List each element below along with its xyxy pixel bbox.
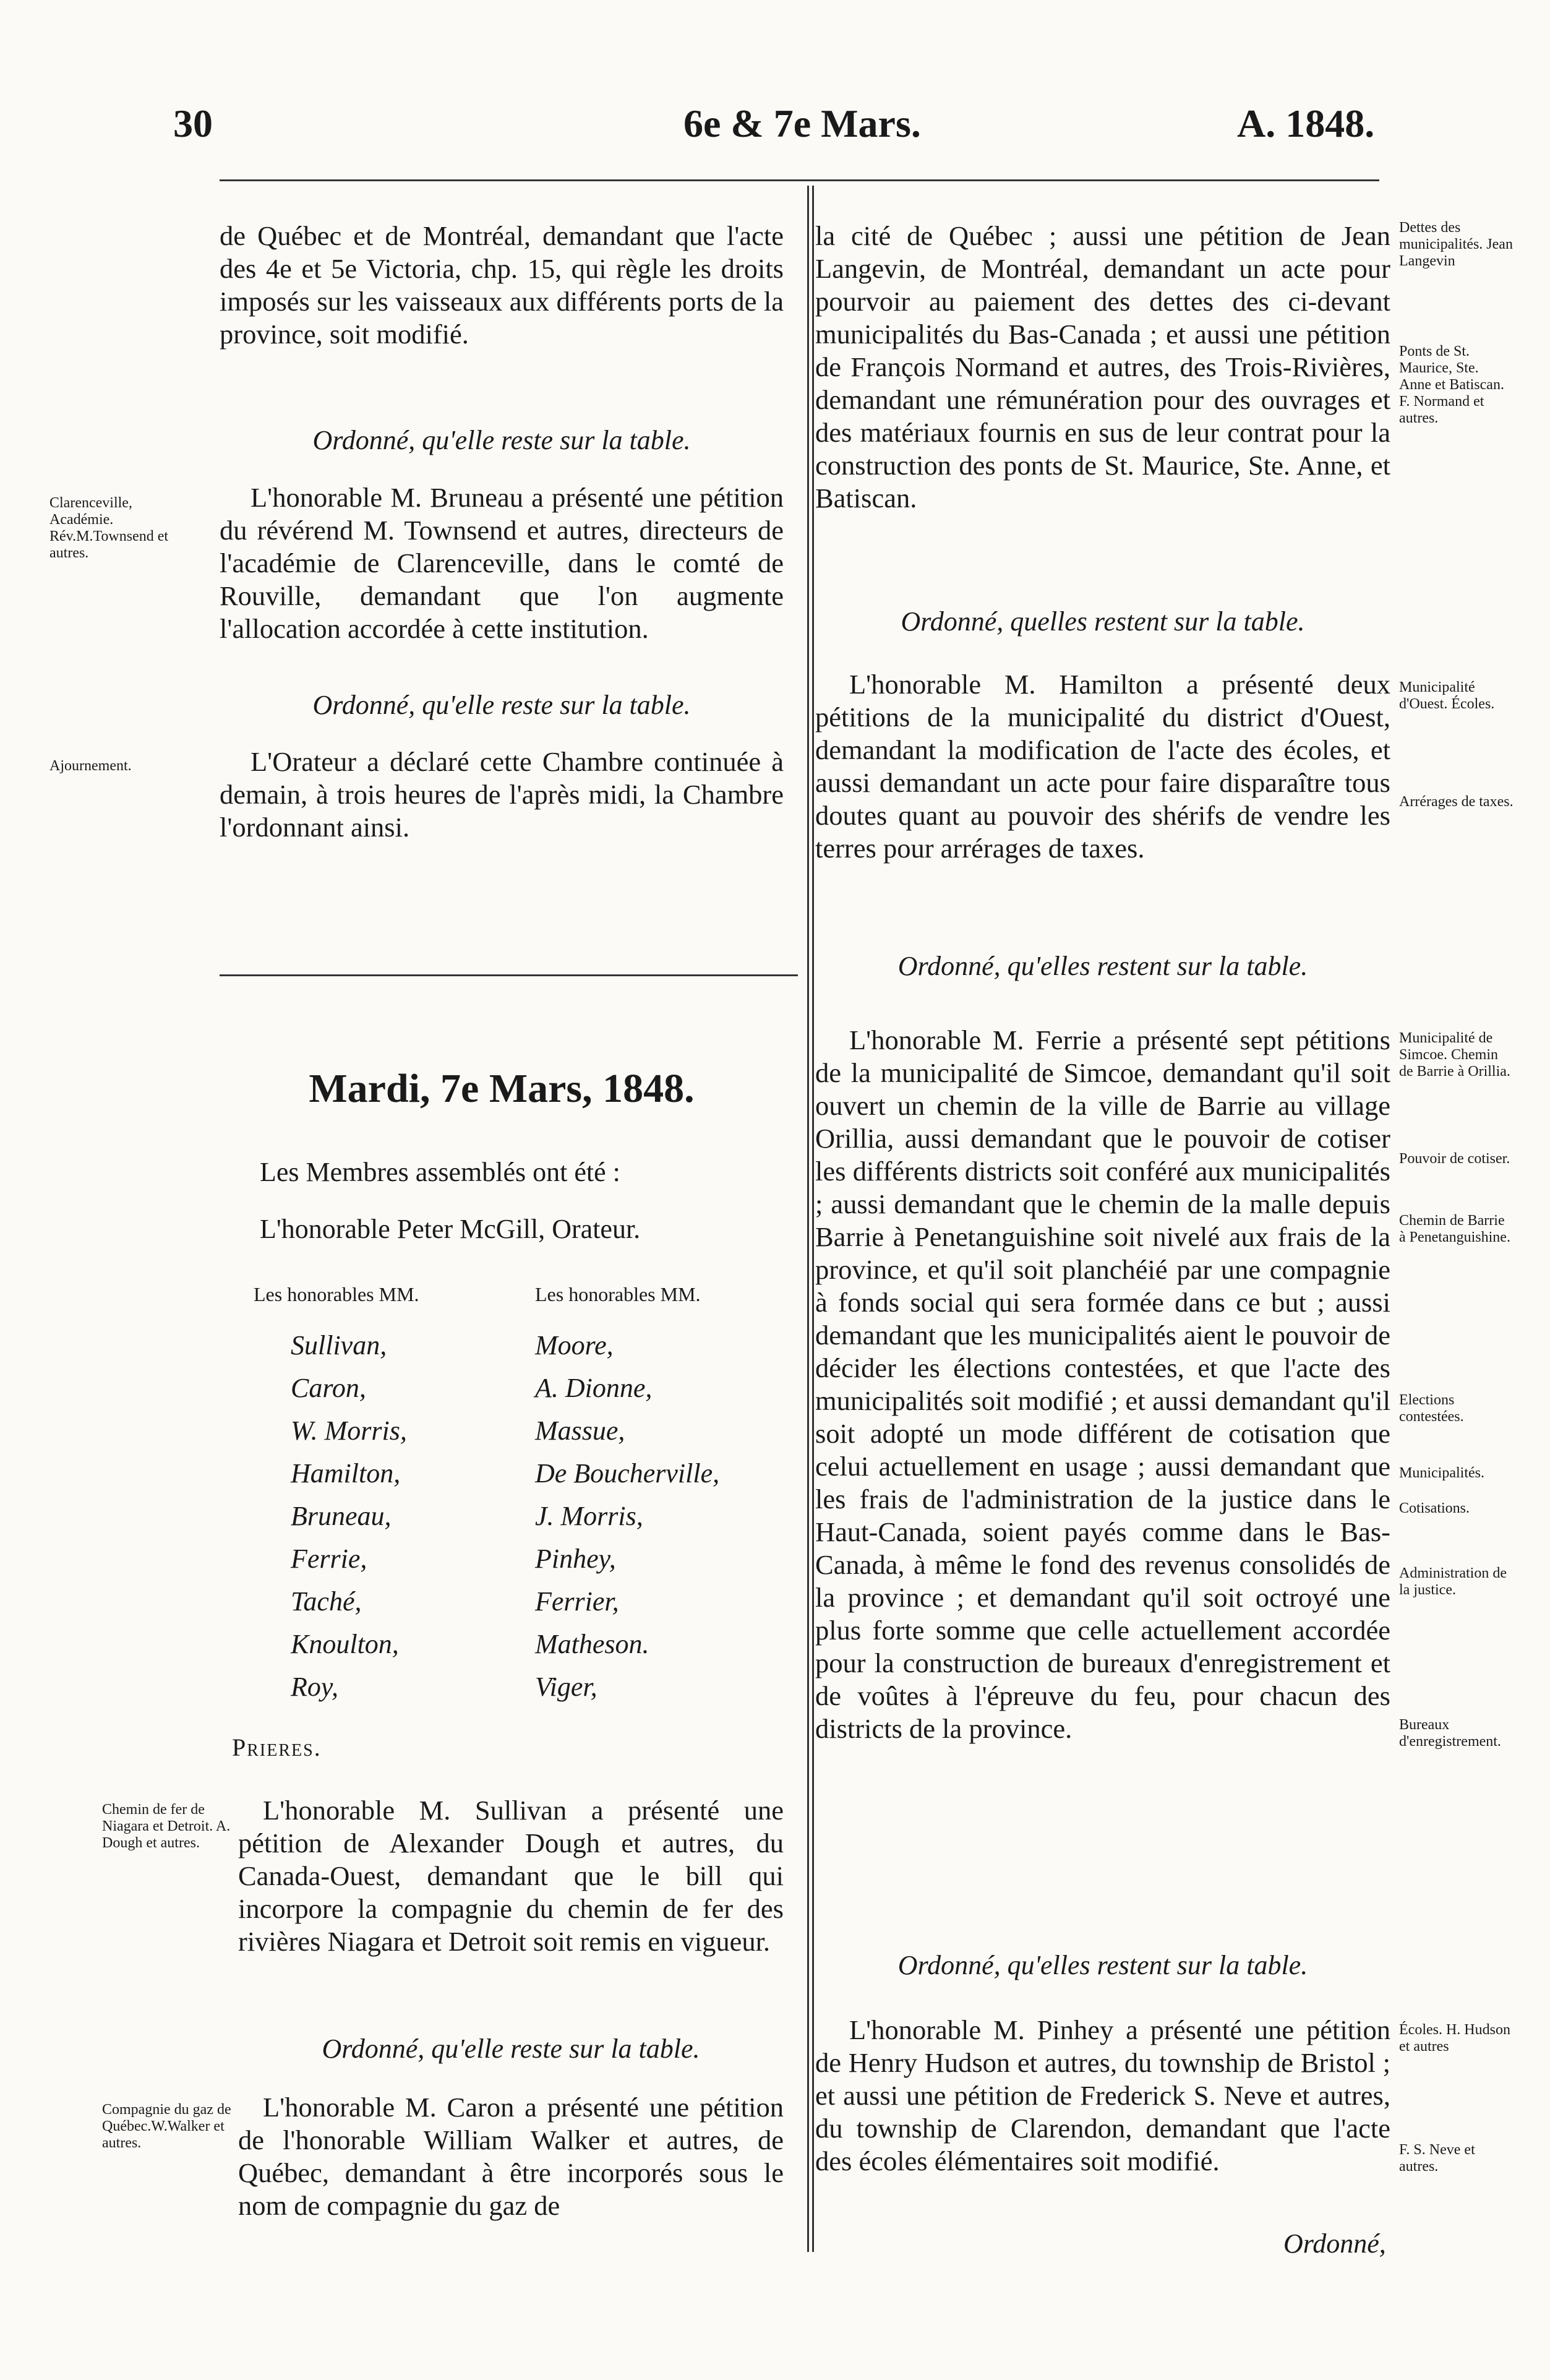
column-divider	[807, 186, 809, 2252]
running-year: A. 1848.	[1237, 101, 1375, 145]
paragraph-caron: L'honorable M. Caron a présenté une pétition de l'honorable William Walker et autres, de Québec, demandant à être incorporés sous le nom de compagnie du gaz de	[238, 2092, 784, 2221]
margin-note-elections: Elections contestées.	[1399, 1392, 1464, 1425]
running-date: 6e & 7e Mars.	[683, 101, 921, 145]
page-number: 30	[173, 101, 213, 145]
margin-note-pouvoir: Pouvoir de cotiser.	[1399, 1151, 1510, 1167]
paragraph-ajournement: L'Orateur a déclaré cette Chambre continuée à demain, à trois heures de l'après midi, la Chambre l'ordonnant ainsi.	[220, 746, 784, 843]
members-col1-head: Les honorables MM.	[254, 1283, 419, 1305]
member-name: Sullivan,	[291, 1330, 387, 1360]
member-name: Knoulton,	[291, 1629, 399, 1659]
member-name: Matheson.	[535, 1629, 649, 1659]
member-name: Ferrie,	[291, 1544, 367, 1574]
members-col2-head: Les honorables MM.	[535, 1283, 701, 1305]
margin-note-chemin-fer: Chemin de fer de Niagara et Detroit. A. Dough et autres.	[102, 1802, 231, 1851]
assembled-line: Les Membres assemblés ont été :	[260, 1157, 620, 1187]
paragraph-pinhey: L'honorable M. Pinhey a présenté une pétition de Henry Hudson et autres, du township de Bristol ; et aussi une pétition de Frederick S. Neve et autres, du township de Clarendon, demandant que l'acte des écoles élémentaires soit modifié.	[815, 2014, 1390, 2176]
margin-note-dettes: Dettes des municipalités. Jean Langevin	[1399, 220, 1513, 269]
member-name: Massue,	[535, 1416, 625, 1446]
margin-note-ajournement: Ajournement.	[49, 758, 132, 774]
ordonne-2: Ordonné, qu'elle reste sur la table.	[312, 690, 691, 720]
paragraph-bruneau: L'honorable M. Bruneau a présenté une pétition du révérend M. Townsend et autres, directeurs de l'académie de Clarenceville, dans le comté de Rouville, demandant que l'on augmente l'allocation accordée à cette institution.	[220, 482, 784, 644]
catchword: Ordonné,	[1283, 2228, 1386, 2259]
margin-note-ecoles-hudson: Écoles. H. Hudson et autres	[1399, 2022, 1510, 2055]
member-name: Bruneau,	[291, 1501, 392, 1531]
paragraph-continuation: de Québec et de Montréal, demandant que l'acte des 4e et 5e Victoria, chp. 15, qui règle les droits imposés sur les vaisseaux aux différents ports de la province, soit modifié.	[220, 220, 784, 350]
paragraph-hamilton: L'honorable M. Hamilton a présenté deux pétitions de la municipalité du district d'Ouest, demandant la modification de l'acte des écoles, et aussi demandant un acte pour faire disparaître tous doutes quant au pouvoir des shérifs de vendre les terres pour arrérages de taxes.	[815, 669, 1390, 864]
column-divider-2	[812, 186, 814, 2252]
margin-note-simcoe: Municipalité de Simcoe. Chemin de Barrie à Orillia.	[1399, 1030, 1510, 1080]
paragraph-sullivan: L'honorable M. Sullivan a présenté une pétition de Alexander Dough et autres, du Canada-Ouest, demandant que le bill qui incorpore la compagnie du chemin de fer des rivières Niagara et Detroit soit remis en vigueur.	[238, 1795, 784, 1957]
members-list-2	[535, 1324, 719, 1708]
margin-note-gaz: Compagnie du gaz de Québec.W.Walker et autres.	[102, 2102, 231, 2151]
speaker-line: L'honorable Peter McGill, Orateur.	[260, 1214, 641, 1244]
member-name: Caron,	[291, 1373, 366, 1403]
paragraph-quebec: la cité de Québec ; aussi une pétition de Jean Langevin, de Montréal, demandant un acte pour pourvoir au paiement des dettes des ci-devant municipalités du Bas-Canada ; et aussi une pétition de François Normand et autres, des Trois-Rivières, demandant une rémunération pour des ouvrages et des matériaux fournis en sus de leur contrat pour la construction des ponts de St. Maurice, Ste. Anne, et Batiscan.	[815, 220, 1390, 513]
margin-note-ponts: Ponts de St. Maurice, Ste. Anne et Batiscan. F. Normand et autres.	[1399, 343, 1504, 426]
section-title: Mardi, 7e Mars, 1848.	[309, 1066, 695, 1111]
section-rule	[220, 974, 798, 976]
ordonne-3: Ordonné, qu'elle reste sur la table.	[322, 2034, 700, 2064]
prieres-heading: Prieres.	[232, 1733, 322, 1761]
margin-note-arrerages: Arrérages de taxes.	[1399, 794, 1514, 810]
members-list-1	[291, 1324, 407, 1708]
ordonne-4: Ordonné, quelles restent sur la table.	[901, 606, 1305, 637]
member-name: Pinhey,	[535, 1544, 616, 1574]
ordonne-6: Ordonné, qu'elles restent sur la table.	[897, 1950, 1308, 1980]
member-name: A. Dionne,	[535, 1373, 653, 1403]
member-name: De Boucherville,	[535, 1458, 720, 1489]
margin-note-chemin-barrie: Chemin de Barrie à Penetanguishine.	[1399, 1213, 1510, 1245]
member-name: Viger,	[535, 1672, 597, 1702]
margin-note-municipalite-ouest: Municipalité d'Ouest. Écoles.	[1399, 679, 1495, 712]
margin-note-bureaux: Bureaux d'enregistrement.	[1399, 1717, 1501, 1750]
margin-note-municipalites: Municipalités.	[1399, 1465, 1484, 1481]
margin-note-administration: Administration de la justice.	[1399, 1565, 1507, 1598]
margin-note-cotisations: Cotisations.	[1399, 1500, 1470, 1516]
margin-note-clarenceville: Clarenceville, Académie. Rév.M.Townsend et autres.	[49, 495, 169, 561]
paragraph-ferrie: L'honorable M. Ferrie a présenté sept pétitions de la municipalité de Simcoe, demandant qu'il soit ouvert un chemin de la ville de Barrie au village Orillia, aussi demandant que le pouvoir de cotiser les différents districts soit conféré aux municipalités ; aussi demandant que le chemin de la malle depuis Barrie à Penetanguishine soit nivelé aux frais de la province, et qu'il soit planchéié par une compagnie à fonds social qui sera formée dans ce but ; aussi demandant que les municipalités aient le pouvoir de décider les élections contestées, et que l'acte des municipalités soit modifié ; et aussi demandant qu'il soit adopté un mode différent de cotisation que celui actuellement en usage ; aussi demandant que les frais de l'administration de la justice dans le Haut-Canada, soient payés comme dans le Bas-Canada, à même le fond des revenus consolidés de la province ; et demandant qu'il soit octroyé une plus forte somme que celle actuellement accordée pour la construction de bureaux d'enregistrement et de voûtes à l'épreuve du feu, pour chacun des districts de la province.	[815, 1025, 1390, 1744]
member-name: Moore,	[535, 1330, 614, 1360]
ordonne-5: Ordonné, qu'elles restent sur la table.	[897, 951, 1308, 981]
member-name: Roy,	[291, 1672, 338, 1702]
member-name: J. Morris,	[535, 1501, 643, 1531]
header-rule	[220, 179, 1379, 181]
ordonne-1: Ordonné, qu'elle reste sur la table.	[312, 425, 691, 455]
member-name: Ferrier,	[535, 1586, 619, 1617]
member-name: Taché,	[291, 1586, 362, 1617]
member-name: Hamilton,	[291, 1458, 401, 1489]
member-name: W. Morris,	[291, 1416, 407, 1446]
margin-note-neve: F. S. Neve et autres.	[1399, 2142, 1475, 2175]
